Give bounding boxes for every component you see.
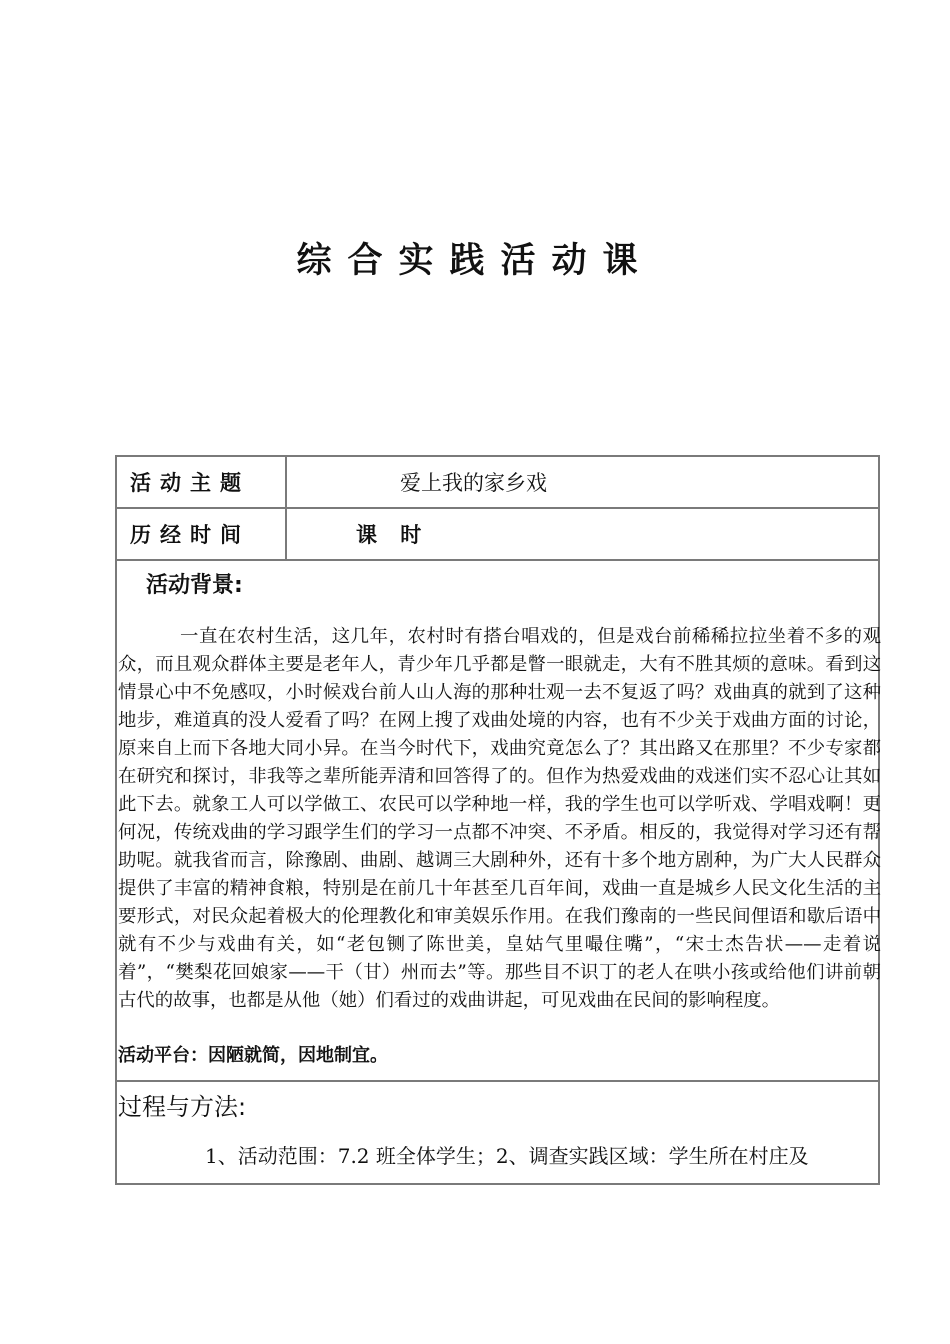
page-title: 综合实践活动课 [296,241,654,281]
duration-label: 历经时间 [130,523,250,547]
platform-text: 活动平台：因陋就简，因地制宜。 [118,1045,388,1066]
topic-label: 活动主题 [130,471,250,495]
method-heading: 过程与方法: [118,1093,247,1121]
table-divider [116,559,879,561]
duration-value: 课 时 [356,523,430,547]
background-text: 一直在农村生活，这几年，农村时有搭台唱戏的，但是戏台前稀稀拉拉坐着不多的观众，而且观众群体主要是老年人，青少年几乎都是瞥一眼就走，大有不胜其烦的意味。看到这情景心中不免感叹，小时候戏台前人山人海的那种壮观一去不复返了吗？戏曲真的就到了这种地步，难道真的没人爱看了吗？在网上搜了戏曲处境的内容，也有不少关于戏曲方面的讨论，原来自上而下各地大同小异。在当今时代下，戏曲究竟怎么了？其出路又在那里？不少专家都在研究和探讨，非我等之辈所能弄清和回答得了的。但作为热爱戏曲的戏迷们实不忍心让其如此下去。就象工人可以学做工、农民可以学种地一样，我的学生也可以学听戏、学唱戏啊！更何况，传统戏曲的学习跟学生们的学习一点都不冲突、不矛盾。相反的，我觉得对学习还有帮助呢。就我省而言，除豫剧、曲剧、越调三大剧种外，还有十多个地方剧种，为广大人民群众提供了丰富的精神食粮，特别是在前几十年甚至几百年间，戏曲一直是城乡人民文化生活的主要形式，对民众起着极大的伦理教化和审美娱乐作用。在我们豫南的一些民间俚语和歇后语中就有不少与戏曲有关，如“老包铡了陈世美，皇姑气里嘬住嘴”，“宋士杰告状——走着说着”，“樊梨花回娘家——干（甘）州而去”等。那些目不识丁的老人在哄小孩或给他们讲前朝古代的故事，也都是从他（她）们看过的戏曲讲起，可见戏曲在民间的影响程度。 [118,626,881,1011]
background-heading: 活动背景: [146,573,243,598]
topic-value: 爱上我的家乡戏 [400,471,547,495]
method-text: 1、活动范围：7.2 班全体学生；2、调查实践区域：学生所在村庄及 [205,1144,809,1168]
table-divider [116,507,879,509]
table-divider [116,1080,879,1082]
